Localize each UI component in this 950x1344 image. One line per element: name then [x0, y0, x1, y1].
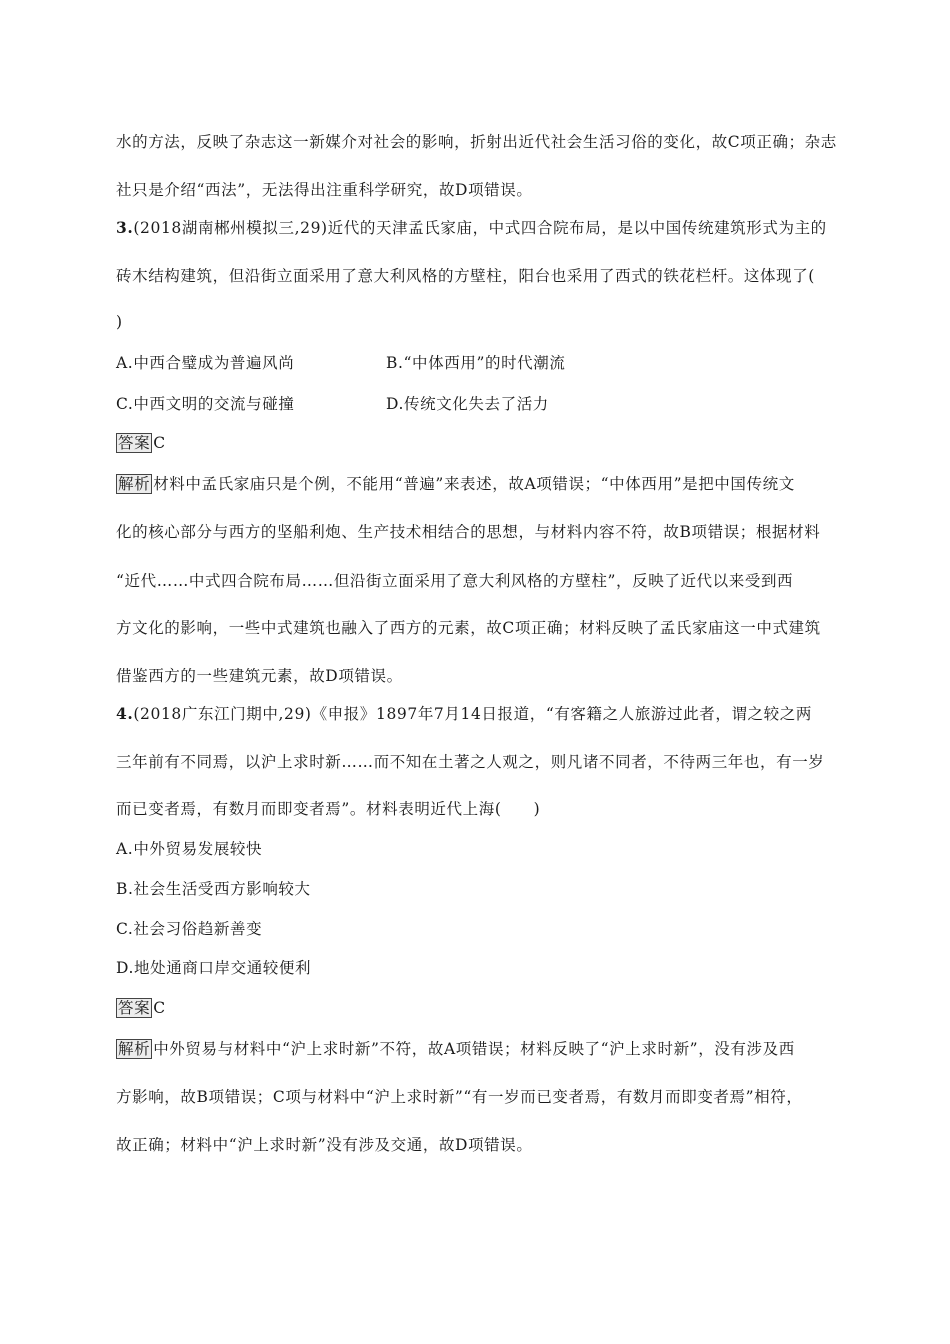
- q4-analysis-text-1: 中外贸易与材料中“沪上求时新”不符，故A项错误；材料反映了“沪上求时新”，没有涉及西: [153, 1040, 795, 1058]
- q4-stem-line-3: 而已变者焉，有数月而即变者焉”。材料表明近代上海( ): [116, 800, 541, 818]
- q4-option-c: C.社会习俗趋新善变: [116, 920, 263, 938]
- q3-analysis-label: 解析: [118, 475, 151, 493]
- q3-answer-line: [116, 433, 836, 453]
- q3-option-b: B.“中体西用”的时代潮流: [386, 354, 566, 372]
- q4-answer-line: [116, 998, 836, 1018]
- q3-stem-line-3: ): [116, 313, 123, 331]
- q4-option-b: B.社会生活受西方影响较大: [116, 880, 311, 898]
- q3-analysis-line-2: 化的核心部分与西方的坚船利炮、生产技术相结合的思想，与材料内容不符，故B项错误；根据材料: [116, 523, 821, 541]
- q4-answer-label: 答案: [118, 999, 151, 1017]
- q3-option-d: D.传统文化失去了活力: [386, 395, 549, 413]
- q3-stem-text-1: (2018湖南郴州模拟三,29)近代的天津孟氏家庙，中式四合院布局，是以中国传统建筑形式为主的: [133, 219, 827, 237]
- q4-option-d: D.地处通商口岸交通较便利: [116, 959, 312, 977]
- q3-analysis-line-1: [116, 474, 836, 494]
- q3-number: 3.: [116, 218, 134, 237]
- q4-stem-text-1: (2018广东江门期中,29)《申报》1897年7月14日报道，“有客籍之人旅游过此者，谓之较之两: [133, 705, 812, 723]
- intro-line-1: 水的方法，反映了杂志这一新媒介对社会的影响，折射出近代社会生活习俗的变化，故C项正确；杂志: [116, 133, 837, 151]
- q4-analysis-line-1: [116, 1039, 836, 1059]
- q4-analysis-line-3: 故正确；材料中“沪上求时新”没有涉及交通，故D项错误。: [116, 1136, 533, 1154]
- q3-option-c: C.中西文明的交流与碰撞: [116, 395, 295, 413]
- q4-answer-value: C: [153, 999, 166, 1017]
- q3-stem-line-2: 砖木结构建筑，但沿街立面采用了意大利风格的方壁柱，阳台也采用了西式的铁花栏杆。这体现了(: [116, 267, 815, 285]
- q4-analysis-label: 解析: [118, 1040, 151, 1058]
- q3-analysis-line-5: 借鉴西方的一些建筑元素，故D项错误。: [116, 667, 403, 685]
- q3-analysis-line-3: “近代……中式四合院布局……但沿街立面采用了意大利风格的方壁柱”，反映了近代以来受到西: [116, 572, 794, 590]
- q4-number: 4.: [116, 704, 134, 723]
- q4-analysis-line-2: 方影响，故B项错误；C项与材料中“沪上求时新”“有一岁而已变者焉，有数月而即变者焉”相符，: [116, 1088, 803, 1106]
- intro-line-2: 社只是介绍“西法”，无法得出注重科学研究，故D项错误。: [116, 181, 533, 199]
- q3-option-a: A.中西合璧成为普遍风尚: [116, 354, 295, 372]
- q4-stem-line-2: 三年前有不同焉，以沪上求时新……而不知在土著之人观之，则凡诸不同者，不待两三年也，有一岁: [116, 753, 825, 771]
- q3-answer-value: C: [153, 434, 166, 452]
- q3-answer-label: 答案: [118, 434, 151, 452]
- q3-analysis-line-4: 方文化的影响，一些中式建筑也融入了西方的元素，故C项正确；材料反映了孟氏家庙这一中式建筑: [116, 619, 821, 637]
- q3-stem-line-1: [116, 218, 836, 238]
- q3-analysis-text-1: 材料中孟氏家庙只是个例，不能用“普遍”来表述，故A项错误；“中体西用”是把中国传统文: [153, 475, 795, 493]
- q4-option-a: A.中外贸易发展较快: [116, 840, 263, 858]
- q4-stem-line-1: [116, 704, 836, 724]
